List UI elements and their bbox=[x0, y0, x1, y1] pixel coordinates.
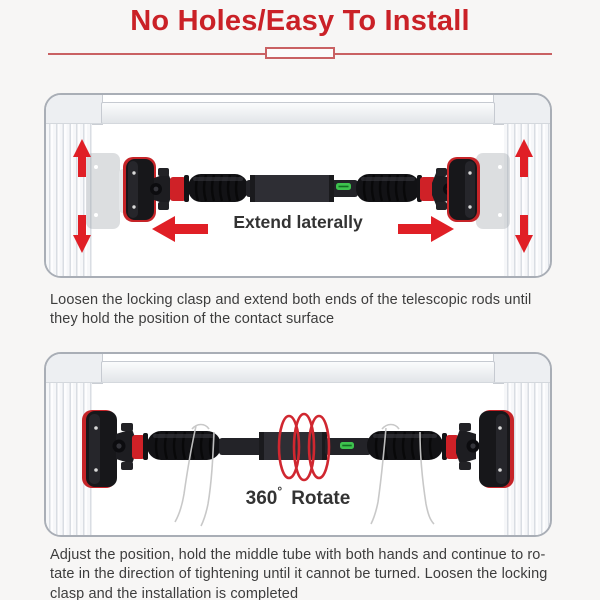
caption-line: Loosen the locking clasp and extend both ends of the telescopic rods until bbox=[50, 292, 532, 308]
arrow-up-icon bbox=[515, 139, 533, 177]
degree-symbol: ° bbox=[277, 484, 283, 498]
caption-line: Adjust the position, hold the middle tube with both hands and continue to ro- bbox=[50, 547, 546, 563]
caption-line: they hold the position of the contact surface bbox=[50, 311, 335, 328]
foam-grip-right bbox=[367, 431, 443, 460]
locking-clasp-left bbox=[170, 177, 186, 201]
rotate-label: Rotate bbox=[291, 488, 351, 509]
step2-panel bbox=[44, 352, 552, 537]
sleeve-edge bbox=[259, 432, 264, 460]
telescopic-tube bbox=[219, 438, 263, 455]
end-mount-left bbox=[82, 410, 136, 488]
step1-annotation: Extend laterally bbox=[233, 212, 363, 232]
foam-grip-left bbox=[188, 174, 248, 202]
step2-annotation bbox=[46, 484, 550, 510]
end-mount-right bbox=[456, 410, 514, 488]
foam-grip-right bbox=[356, 174, 420, 202]
pull-up-bar-illustration bbox=[46, 95, 550, 276]
foam-grip-left bbox=[147, 431, 221, 460]
caption-line: clasp and the installation is completed bbox=[50, 585, 299, 600]
middle-sleeve bbox=[250, 175, 334, 202]
step1-panel bbox=[44, 93, 552, 278]
step1-caption bbox=[50, 291, 562, 330]
caption-line: tate in the direction of tightening until it cannot be turned. Loosen the locking bbox=[50, 566, 548, 583]
sleeve-edge bbox=[250, 175, 255, 202]
page-title: No Holes/Easy To Install bbox=[130, 5, 470, 37]
green-label bbox=[336, 183, 351, 190]
green-label bbox=[340, 442, 354, 449]
step2-caption bbox=[50, 546, 562, 600]
divider-ornament bbox=[265, 47, 335, 59]
sleeve-edge bbox=[329, 175, 334, 202]
rotate-degrees-value: 360 bbox=[245, 488, 278, 509]
